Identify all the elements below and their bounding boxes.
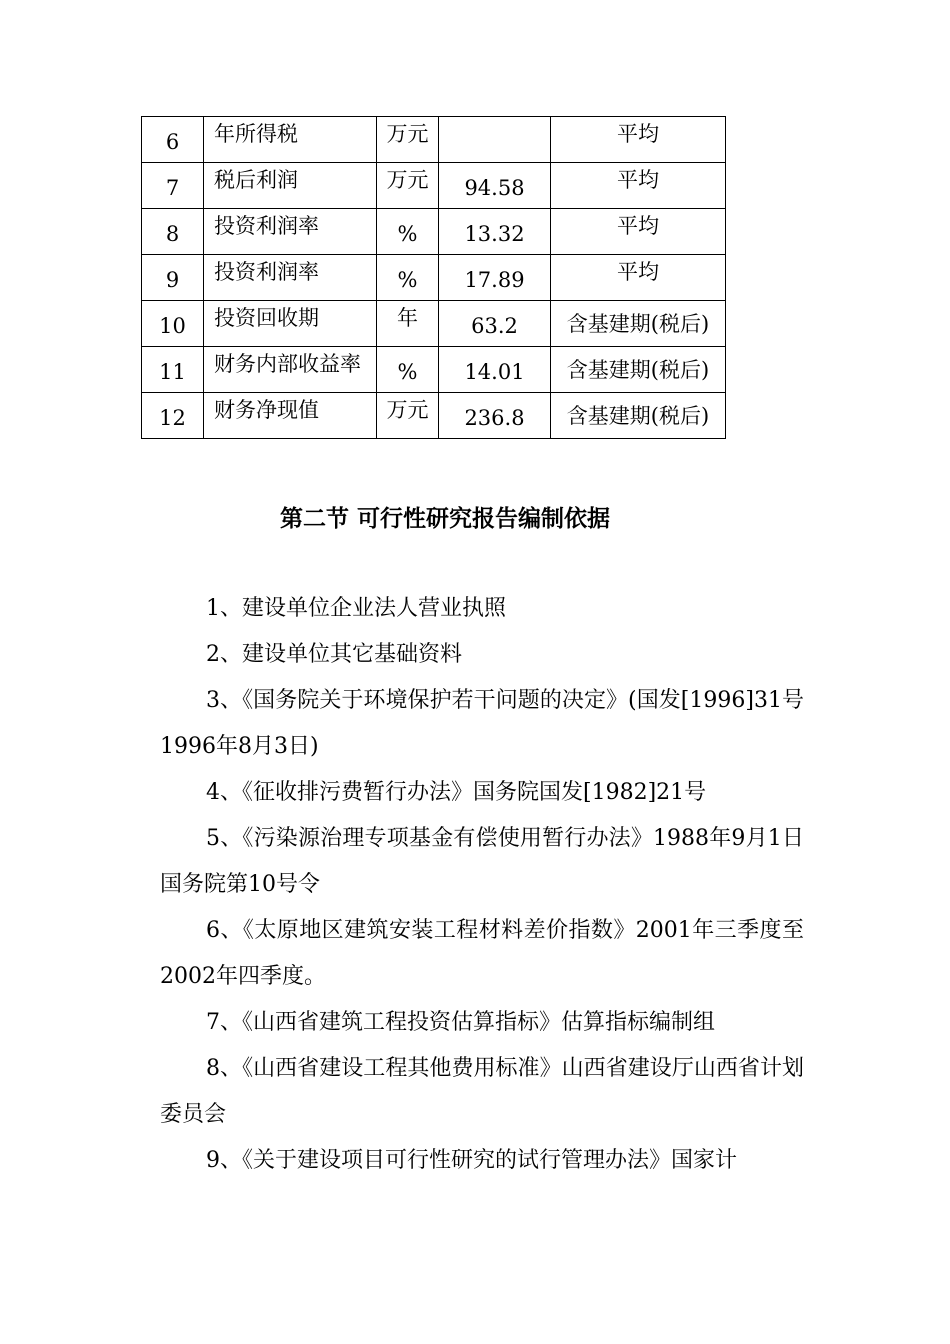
list-item: 7、《山西省建筑工程投资估算指标》估算指标编制组 <box>206 1010 715 1035</box>
row-number: 10 <box>142 301 204 347</box>
list-item: 1、建设单位企业法人营业执照 <box>206 596 506 621</box>
section-title: 第二节 可行性研究报告编制依据 <box>279 506 610 532</box>
table-row <box>142 209 726 255</box>
indicator-note: 平均 <box>551 163 726 209</box>
indicator-unit: % <box>377 255 439 301</box>
indicator-name: 财务净现值 <box>204 393 377 439</box>
table-row <box>142 347 726 393</box>
indicator-value: 94.58 <box>439 163 551 209</box>
row-number: 6 <box>142 117 204 163</box>
list-item: 6、《太原地区建筑安装工程材料差价指数》2001年三季度至2002年四季度。 <box>160 918 804 989</box>
table-row <box>142 117 726 163</box>
indicator-note: 含基建期(税后) <box>551 347 726 393</box>
indicator-name: 投资利润率 <box>204 255 377 301</box>
indicator-value: 236.8 <box>439 393 551 439</box>
list-item: 3、《国务院关于环境保护若干问题的决定》(国发[1996]31号1996年8月3日) <box>160 688 804 759</box>
indicator-note: 平均 <box>551 117 726 163</box>
table-row <box>142 301 726 347</box>
indicator-unit: % <box>377 347 439 393</box>
indicator-unit: 万元 <box>377 163 439 209</box>
basis-list <box>160 586 804 1184</box>
indicator-unit: % <box>377 209 439 255</box>
indicator-name: 投资利润率 <box>204 209 377 255</box>
indicator-unit: 万元 <box>377 393 439 439</box>
indicator-value: 14.01 <box>439 347 551 393</box>
indicator-value <box>439 117 551 163</box>
indicator-value: 13.32 <box>439 209 551 255</box>
row-number: 9 <box>142 255 204 301</box>
list-item: 2、建设单位其它基础资料 <box>206 642 462 667</box>
indicator-note: 含基建期(税后) <box>551 393 726 439</box>
row-number: 11 <box>142 347 204 393</box>
list-item: 9、《关于建设项目可行性研究的试行管理办法》国家计 <box>206 1148 737 1173</box>
indicator-name: 税后利润 <box>204 163 377 209</box>
indicator-note: 平均 <box>551 255 726 301</box>
table-row <box>142 163 726 209</box>
list-item: 4、《征收排污费暂行办法》国务院国发[1982]21号 <box>206 780 707 805</box>
indicator-table <box>141 116 726 439</box>
indicator-name: 财务内部收益率 <box>204 347 377 393</box>
row-number: 7 <box>142 163 204 209</box>
indicator-note: 平均 <box>551 209 726 255</box>
indicator-name: 投资回收期 <box>204 301 377 347</box>
row-number: 8 <box>142 209 204 255</box>
indicator-note: 含基建期(税后) <box>551 301 726 347</box>
row-number: 12 <box>142 393 204 439</box>
indicator-unit: 年 <box>377 301 439 347</box>
indicator-name: 年所得税 <box>204 117 377 163</box>
indicator-value: 63.2 <box>439 301 551 347</box>
list-item: 5、《污染源治理专项基金有偿使用暂行办法》1988年9月1日国务院第10号令 <box>160 826 804 897</box>
list-item: 8、《山西省建设工程其他费用标准》山西省建设厅山西省计划委员会 <box>160 1056 804 1127</box>
indicator-unit: 万元 <box>377 117 439 163</box>
table-row <box>142 393 726 439</box>
table-row <box>142 255 726 301</box>
indicator-value: 17.89 <box>439 255 551 301</box>
